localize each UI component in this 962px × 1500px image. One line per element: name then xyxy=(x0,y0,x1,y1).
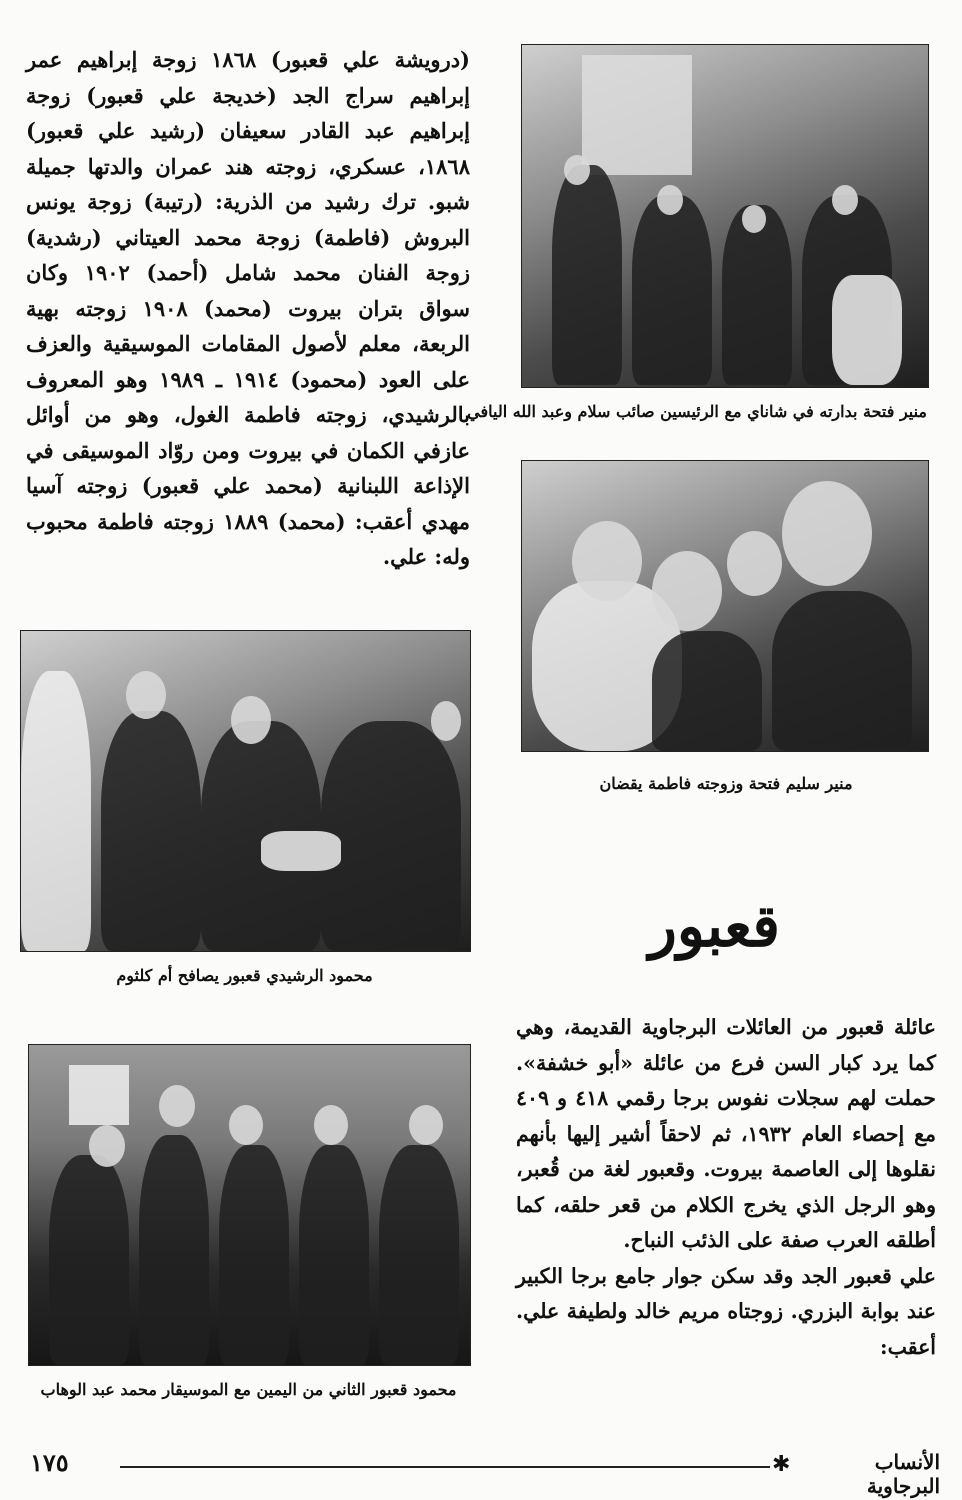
photo-group-outdoor xyxy=(521,44,929,388)
section-title: قعبور xyxy=(648,892,780,960)
caption-photo2: منير سليم فتحة وزوجته فاطمة يقضان xyxy=(599,774,853,793)
section-paragraph-2 xyxy=(516,1259,936,1366)
photo-umm-kulthum xyxy=(20,630,471,952)
paragraph-lead: علي قعبور xyxy=(845,1263,936,1288)
photo-family-portrait xyxy=(521,460,929,752)
caption-photo1: منير فتحة بدارته في شاناي مع الرئيسين صائب سلام وعبد الله اليافي xyxy=(467,402,927,421)
running-title: الأنساب البرجاوية xyxy=(866,1450,940,1498)
star-ornament-icon: ✱ xyxy=(772,1452,791,1477)
footer-rule xyxy=(120,1466,770,1468)
photo-abdel-wahab xyxy=(28,1044,471,1366)
caption-photo4: محمود قعبور الثاني من اليمين مع الموسيقار محمد عبد الوهاب xyxy=(40,1380,457,1399)
paragraph-rest: الجد وقد سكن جوار جامع برجا الكبير عند بوابة البزري. زوجتاه مريم خالد ولطيفة علي. أعقب: xyxy=(516,1263,936,1359)
page-number: ١٧٥ xyxy=(30,1448,69,1477)
section-paragraph-1: عائلة قعبور من العائلات البرجاوية القديمة، وهي كما يرد كبار السن فرع من عائلة «أبو خشفة». حملت لهم سجلات نفوس برجا رقمي ٤١٨ و ٤٠٩ مع إحصاء العام ١٩٣٢، ثم لاحقاً أشير إليها بأنهم نقلوها إلى العاصمة بيروت. وقعبور لغة من قُعبر، وهو الرجل الذي يخرج الكلام من قعر حلقه، كما أطلقه العرب صفة على الذئب النباح. xyxy=(516,1015,936,1252)
section-body xyxy=(516,1010,936,1365)
top-paragraph: (درويشة علي قعبور) ١٨٦٨ زوجة إبراهيم عمر إبراهيم سراج الجد (خديجة علي قعبور) زوجة إبراهيم عبد القادر سعيفان (رشيد علي قعبور) ١٨٦٨، عسكري، زوجته هند عمران والدتها جميلة شبو. ترك رشيد من الذرية: (رتيبة) زوجة يونس البروش (فاطمة) زوجة محمد العيتاني (رشدية) زوجة الفنان محمد شامل (أحمد) ١٩٠٢ وكان سواق بتران بيروت (محمد) ١٩٠٨ زوجته بهية الربعة، معلم لأصول المقامات الموسيقية والعزف على العود (محمود) ١٩١٤ ـ ١٩٨٩ وهو المعروف بالرشيدي، زوجته فاطمة الغول، وهو من أوائل عازفي الكمان في بيروت ومن روّاد الموسيقى في الإذاعة اللبنانية (محمد علي قعبور) زوجته آسيا مهدي أعقب: (محمد) ١٨٨٩ زوجته فاطمة محبوب وله: علي. xyxy=(26,47,471,569)
caption-photo3: محمود الرشيدي قعبور يصافح أم كلثوم xyxy=(116,966,373,985)
